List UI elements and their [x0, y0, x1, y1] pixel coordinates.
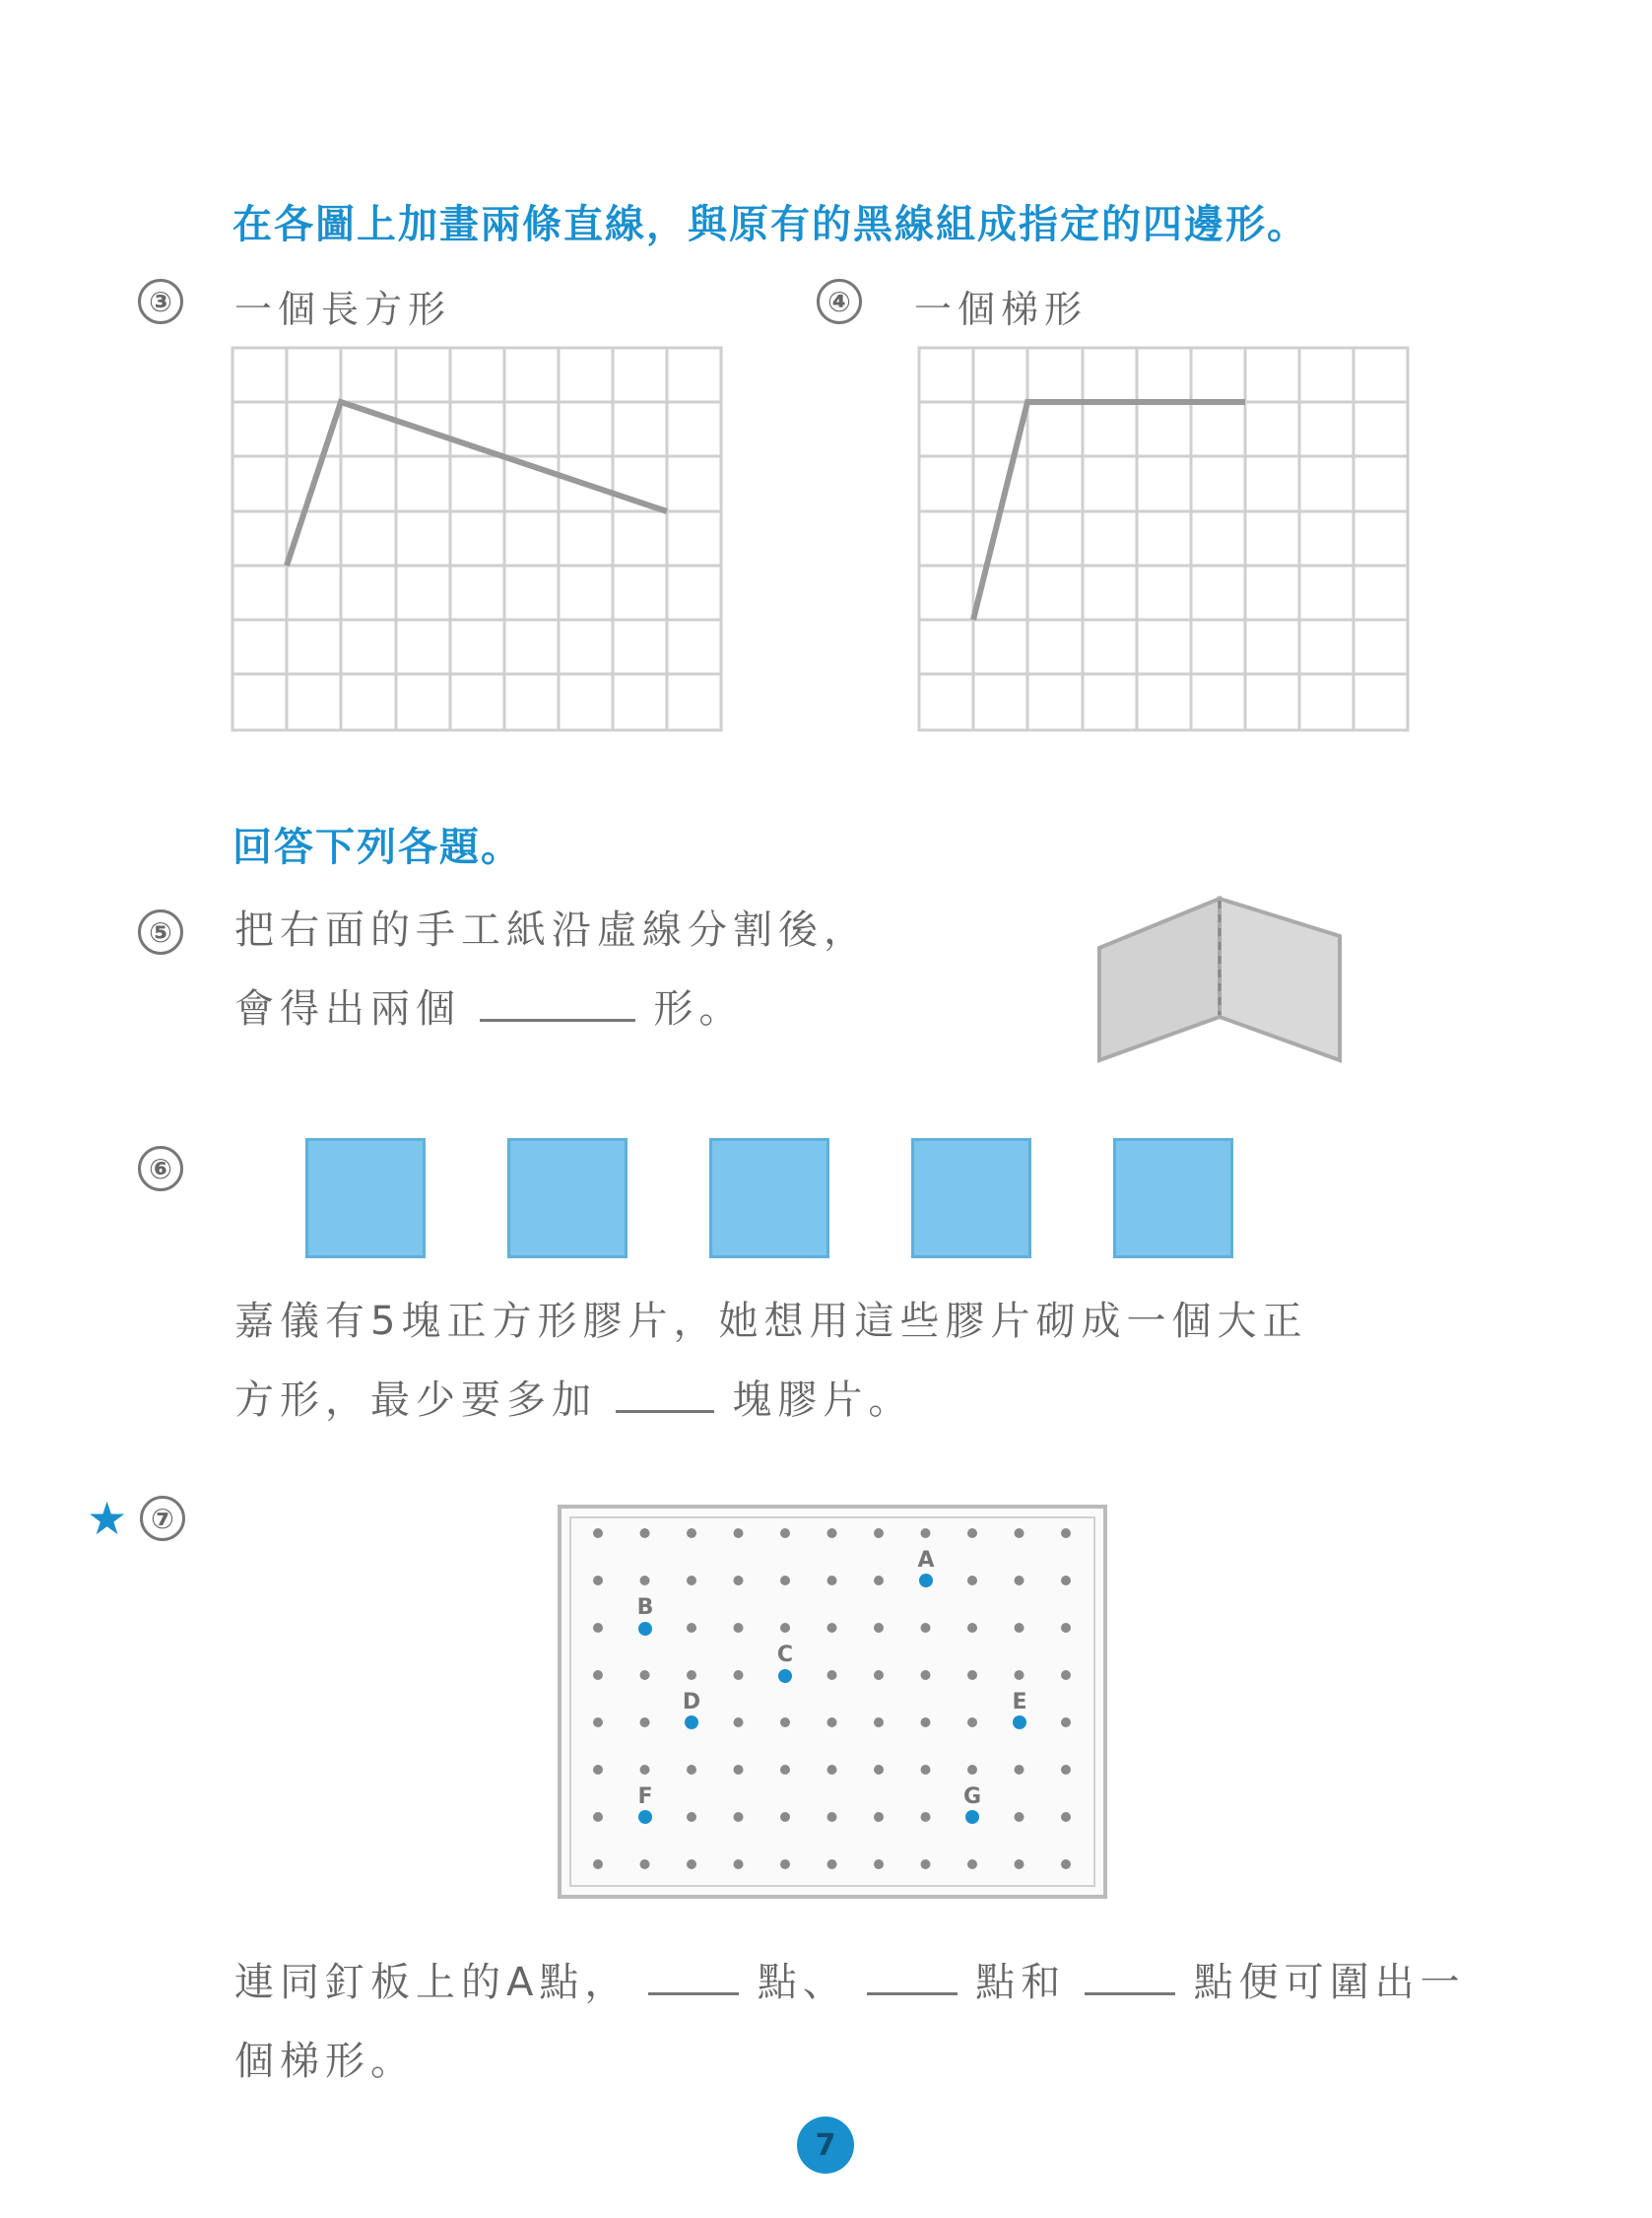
q6-line1: 嘉儀有5塊正方形膠片，她想用這些膠片砌成一個大正 — [234, 1299, 1308, 1344]
peg-dot — [874, 1528, 884, 1538]
star-icon: ★ — [87, 1492, 128, 1545]
peg-dot — [921, 1623, 931, 1633]
peg-marker-g — [965, 1810, 979, 1824]
q5-line2 — [234, 970, 869, 1048]
q5-line1: 把右面的手工紙沿虛線分割後， — [234, 907, 869, 953]
peg-dot — [827, 1765, 837, 1775]
peg-dot — [967, 1576, 977, 1585]
folded-paper-image — [1091, 891, 1348, 1074]
peg-dot — [1061, 1670, 1071, 1680]
q7-text — [234, 1943, 1466, 2101]
peg-dot — [827, 1576, 837, 1585]
peg-dot — [780, 1765, 790, 1775]
peg-dot — [1015, 1576, 1024, 1585]
peg-dot — [967, 1623, 977, 1633]
peg-dot — [1015, 1528, 1024, 1538]
peg-dot — [640, 1765, 650, 1775]
square-tile — [305, 1138, 426, 1258]
peg-dot — [734, 1812, 744, 1822]
q4-grid-svg — [917, 346, 1410, 732]
peg-label-f: F — [637, 1784, 653, 1809]
peg-dot — [967, 1765, 977, 1775]
peg-dot — [921, 1717, 931, 1727]
peg-label-b: B — [636, 1595, 654, 1620]
peg-dot — [1015, 1812, 1024, 1822]
q7-line1-mid1: 點、 — [757, 1960, 848, 2005]
peg-dot — [874, 1717, 884, 1727]
q4-grid[interactable] — [917, 346, 1410, 736]
peg-marker-e — [1013, 1715, 1026, 1729]
peg-dot — [687, 1670, 696, 1680]
peg-dot — [593, 1717, 603, 1727]
peg-dot — [593, 1812, 603, 1822]
peg-dot — [593, 1670, 603, 1680]
peg-dot — [1061, 1717, 1071, 1727]
q5-text — [234, 891, 869, 1048]
peg-dot — [687, 1859, 696, 1869]
peg-dot — [1015, 1670, 1024, 1680]
peg-label-g: G — [962, 1784, 982, 1809]
paper-left-half — [1099, 899, 1220, 1060]
peg-dot — [687, 1812, 696, 1822]
peg-dot — [640, 1859, 650, 1869]
peg-dot — [1015, 1859, 1024, 1869]
given-black-lines — [287, 402, 667, 566]
peg-dot — [734, 1670, 744, 1680]
q6-line2-pre: 方形，最少要多加 — [234, 1378, 597, 1423]
peg-dot — [734, 1717, 744, 1727]
peg-dot — [640, 1528, 650, 1538]
peg-dot — [921, 1528, 931, 1538]
peg-label-e: E — [1012, 1690, 1027, 1714]
peg-dot — [874, 1765, 884, 1775]
peg-dot — [967, 1859, 977, 1869]
peg-dot — [734, 1859, 744, 1869]
section-heading-2: 回答下列各題。 — [232, 825, 522, 870]
peg-dot — [593, 1859, 603, 1869]
q3-grid[interactable] — [231, 346, 723, 736]
peg-dot — [874, 1670, 884, 1680]
peg-dot — [780, 1812, 790, 1822]
peg-dot — [874, 1859, 884, 1869]
pegboard[interactable] — [557, 1504, 1108, 1904]
peg-dot — [593, 1765, 603, 1775]
peg-dot — [640, 1717, 650, 1727]
folded-paper-svg — [1091, 891, 1348, 1070]
q7-line1-post: 點便可圍出一 — [1193, 1960, 1466, 2005]
q5-line2-pre: 會得出兩個 — [234, 986, 461, 1032]
q6-line2-post: 塊膠片。 — [732, 1378, 914, 1423]
section-heading-1: 在各圖上加畫兩條直線，與原有的黑線組成指定的四邊形。 — [232, 202, 1308, 247]
peg-dot — [734, 1576, 744, 1585]
peg-marker-c — [778, 1669, 792, 1683]
peg-marker-b — [638, 1622, 652, 1636]
peg-label-a: A — [917, 1548, 935, 1573]
peg-dot — [827, 1528, 837, 1538]
peg-dot — [734, 1528, 744, 1538]
peg-dot — [593, 1528, 603, 1538]
square-tile — [507, 1138, 628, 1258]
peg-point-d[interactable] — [683, 1690, 700, 1729]
peg-dot — [780, 1623, 790, 1633]
peg-dot — [1015, 1765, 1024, 1775]
peg-dot — [640, 1670, 650, 1680]
question-number-3: ③ — [138, 279, 183, 324]
q7-answer-blank-1[interactable] — [648, 1957, 739, 1995]
q7-answer-blank-2[interactable] — [867, 1957, 958, 1995]
peg-label-d: D — [682, 1690, 701, 1714]
square-tile — [1113, 1138, 1233, 1258]
peg-point-f[interactable] — [637, 1784, 652, 1824]
q6-answer-blank[interactable] — [616, 1375, 714, 1413]
paper-right-half — [1220, 899, 1340, 1060]
peg-dot — [780, 1717, 790, 1727]
peg-marker-a — [919, 1574, 933, 1587]
peg-dot — [921, 1765, 931, 1775]
peg-dot — [780, 1528, 790, 1538]
peg-dot — [827, 1623, 837, 1633]
q5-line2-post: 形。 — [653, 986, 745, 1032]
peg-dot — [1061, 1623, 1071, 1633]
square-tile — [911, 1138, 1031, 1258]
question-number-4: ④ — [817, 279, 862, 324]
peg-dot — [734, 1623, 744, 1633]
q6-line2 — [234, 1361, 1307, 1440]
question-number-7: ⑦ — [140, 1496, 185, 1541]
peg-dot — [593, 1623, 603, 1633]
q5-answer-blank[interactable] — [480, 983, 635, 1022]
page-number: 7 — [797, 2117, 854, 2174]
peg-dot — [827, 1859, 837, 1869]
peg-point-b[interactable] — [637, 1595, 654, 1636]
peg-dot — [827, 1670, 837, 1680]
peg-dot — [1061, 1812, 1071, 1822]
pegboard-svg — [557, 1504, 1108, 1900]
peg-dot — [921, 1812, 931, 1822]
peg-dot — [1061, 1576, 1071, 1585]
q7-line1 — [234, 1943, 1466, 2022]
peg-dot — [640, 1576, 650, 1585]
peg-dot — [780, 1859, 790, 1869]
peg-dot — [874, 1623, 884, 1633]
q7-answer-blank-3[interactable] — [1085, 1957, 1175, 1995]
peg-dot — [874, 1812, 884, 1822]
q4-label: 一個梯形 — [914, 288, 1089, 331]
peg-point-e[interactable] — [1012, 1690, 1026, 1729]
q3-label: 一個長方形 — [234, 288, 452, 331]
peg-dot — [967, 1670, 977, 1680]
peg-dot — [921, 1670, 931, 1680]
peg-point-c[interactable] — [777, 1643, 793, 1683]
q7-line1-mid2: 點和 — [975, 1960, 1067, 2005]
peg-dot — [687, 1528, 696, 1538]
peg-dot — [1061, 1859, 1071, 1869]
peg-point-a[interactable] — [917, 1548, 934, 1587]
peg-dot — [874, 1576, 884, 1585]
peg-dot — [967, 1528, 977, 1538]
peg-marker-d — [685, 1715, 698, 1729]
peg-dot — [687, 1576, 696, 1585]
q7-line2: 個梯形。 — [234, 2039, 416, 2084]
peg-dot — [1061, 1765, 1071, 1775]
peg-point-g[interactable] — [963, 1784, 981, 1824]
peg-dot — [967, 1717, 977, 1727]
question-number-6: ⑥ — [138, 1146, 183, 1191]
peg-label-c: C — [776, 1643, 794, 1667]
grid-lines — [232, 348, 721, 730]
peg-marker-f — [638, 1810, 652, 1824]
peg-dot — [687, 1765, 696, 1775]
peg-dot — [827, 1717, 837, 1727]
question-number-5: ⑤ — [138, 909, 183, 955]
peg-dot — [921, 1859, 931, 1869]
peg-dot — [1015, 1623, 1024, 1633]
peg-dot — [593, 1576, 603, 1585]
peg-dot — [827, 1812, 837, 1822]
q3-grid-svg — [231, 346, 723, 732]
q6-text — [234, 1282, 1307, 1440]
peg-dot — [780, 1576, 790, 1585]
square-tile — [709, 1138, 829, 1258]
peg-dot — [734, 1765, 744, 1775]
peg-dot — [1061, 1528, 1071, 1538]
q7-line1-pre: 連同釘板上的A點， — [234, 1960, 630, 2005]
peg-dot — [687, 1623, 696, 1633]
